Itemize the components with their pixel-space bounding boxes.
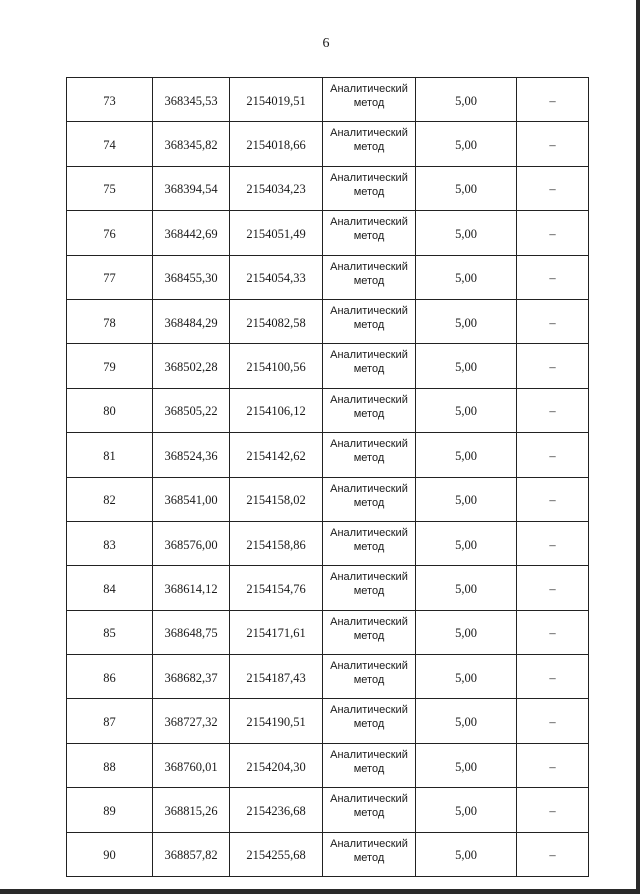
x-coordinate-cell: 368394,54	[153, 166, 230, 210]
note-cell: –	[517, 477, 589, 521]
method-cell: Аналитический метод	[323, 211, 416, 255]
note-cell: –	[517, 344, 589, 388]
accuracy-cell: 5,00	[416, 610, 517, 654]
method-cell: Аналитический метод	[323, 166, 416, 210]
method-cell: Аналитический метод	[323, 699, 416, 743]
method-cell: Аналитический метод	[323, 255, 416, 299]
note-cell: –	[517, 788, 589, 832]
table-row	[67, 832, 589, 876]
point-number-cell: 81	[67, 433, 153, 477]
y-coordinate-cell: 2154236,68	[230, 788, 323, 832]
x-coordinate-cell: 368502,28	[153, 344, 230, 388]
x-coordinate-cell: 368727,32	[153, 699, 230, 743]
y-coordinate-cell: 2154255,68	[230, 832, 323, 876]
note-cell: –	[517, 433, 589, 477]
x-coordinate-cell: 368524,36	[153, 433, 230, 477]
x-coordinate-cell: 368760,01	[153, 743, 230, 787]
y-coordinate-cell: 2154154,76	[230, 566, 323, 610]
accuracy-cell: 5,00	[416, 655, 517, 699]
x-coordinate-cell: 368442,69	[153, 211, 230, 255]
point-number-cell: 76	[67, 211, 153, 255]
point-number-cell: 84	[67, 566, 153, 610]
accuracy-cell: 5,00	[416, 299, 517, 343]
table-row	[67, 521, 589, 565]
table-row	[67, 299, 589, 343]
method-cell: Аналитический метод	[323, 521, 416, 565]
table-row	[67, 388, 589, 432]
method-cell: Аналитический метод	[323, 477, 416, 521]
method-cell: Аналитический метод	[323, 388, 416, 432]
method-cell: Аналитический метод	[323, 433, 416, 477]
y-coordinate-cell: 2154187,43	[230, 655, 323, 699]
note-cell: –	[517, 832, 589, 876]
point-number-cell: 90	[67, 832, 153, 876]
note-cell: –	[517, 610, 589, 654]
accuracy-cell: 5,00	[416, 477, 517, 521]
y-coordinate-cell: 2154158,02	[230, 477, 323, 521]
page-edge-right	[636, 0, 640, 894]
x-coordinate-cell: 368682,37	[153, 655, 230, 699]
table-row	[67, 566, 589, 610]
method-cell: Аналитический метод	[323, 78, 416, 122]
y-coordinate-cell: 2154100,56	[230, 344, 323, 388]
method-cell: Аналитический метод	[323, 832, 416, 876]
table-row	[67, 699, 589, 743]
point-number-cell: 87	[67, 699, 153, 743]
note-cell: –	[517, 78, 589, 122]
note-cell: –	[517, 255, 589, 299]
y-coordinate-cell: 2154142,62	[230, 433, 323, 477]
x-coordinate-cell: 368484,29	[153, 299, 230, 343]
x-coordinate-cell: 368505,22	[153, 388, 230, 432]
accuracy-cell: 5,00	[416, 566, 517, 610]
method-cell: Аналитический метод	[323, 610, 416, 654]
point-number-cell: 85	[67, 610, 153, 654]
method-cell: Аналитический метод	[323, 299, 416, 343]
method-cell: Аналитический метод	[323, 122, 416, 166]
accuracy-cell: 5,00	[416, 166, 517, 210]
point-number-cell: 82	[67, 477, 153, 521]
y-coordinate-cell: 2154204,30	[230, 743, 323, 787]
x-coordinate-cell: 368455,30	[153, 255, 230, 299]
point-number-cell: 89	[67, 788, 153, 832]
accuracy-cell: 5,00	[416, 521, 517, 565]
page-number: 6	[322, 36, 330, 51]
point-number-cell: 74	[67, 122, 153, 166]
x-coordinate-cell: 368614,12	[153, 566, 230, 610]
note-cell: –	[517, 566, 589, 610]
x-coordinate-cell: 368857,82	[153, 832, 230, 876]
y-coordinate-cell: 2154158,86	[230, 521, 323, 565]
note-cell: –	[517, 521, 589, 565]
accuracy-cell: 5,00	[416, 433, 517, 477]
y-coordinate-cell: 2154054,33	[230, 255, 323, 299]
y-coordinate-cell: 2154034,23	[230, 166, 323, 210]
table-row	[67, 255, 589, 299]
point-number-cell: 73	[67, 78, 153, 122]
y-coordinate-cell: 2154051,49	[230, 211, 323, 255]
y-coordinate-cell: 2154019,51	[230, 78, 323, 122]
table-row	[67, 610, 589, 654]
accuracy-cell: 5,00	[416, 788, 517, 832]
note-cell: –	[517, 166, 589, 210]
table-row	[67, 655, 589, 699]
method-cell: Аналитический метод	[323, 655, 416, 699]
point-number-cell: 83	[67, 521, 153, 565]
x-coordinate-cell: 368648,75	[153, 610, 230, 654]
method-cell: Аналитический метод	[323, 743, 416, 787]
coordinates-table	[66, 77, 589, 877]
point-number-cell: 86	[67, 655, 153, 699]
table-row	[67, 78, 589, 122]
method-cell: Аналитический метод	[323, 344, 416, 388]
point-number-cell: 79	[67, 344, 153, 388]
note-cell: –	[517, 299, 589, 343]
y-coordinate-cell: 2154171,61	[230, 610, 323, 654]
note-cell: –	[517, 743, 589, 787]
point-number-cell: 77	[67, 255, 153, 299]
accuracy-cell: 5,00	[416, 78, 517, 122]
point-number-cell: 88	[67, 743, 153, 787]
coordinates-table-body	[67, 78, 589, 877]
note-cell: –	[517, 655, 589, 699]
y-coordinate-cell: 2154082,58	[230, 299, 323, 343]
y-coordinate-cell: 2154018,66	[230, 122, 323, 166]
point-number-cell: 80	[67, 388, 153, 432]
accuracy-cell: 5,00	[416, 122, 517, 166]
x-coordinate-cell: 368541,00	[153, 477, 230, 521]
table-row	[67, 788, 589, 832]
note-cell: –	[517, 211, 589, 255]
table-row	[67, 211, 589, 255]
accuracy-cell: 5,00	[416, 211, 517, 255]
point-number-cell: 75	[67, 166, 153, 210]
page-edge-bottom	[0, 889, 640, 894]
table-row	[67, 166, 589, 210]
accuracy-cell: 5,00	[416, 832, 517, 876]
note-cell: –	[517, 699, 589, 743]
note-cell: –	[517, 388, 589, 432]
method-cell: Аналитический метод	[323, 566, 416, 610]
note-cell: –	[517, 122, 589, 166]
x-coordinate-cell: 368345,53	[153, 78, 230, 122]
accuracy-cell: 5,00	[416, 699, 517, 743]
accuracy-cell: 5,00	[416, 743, 517, 787]
table-row	[67, 122, 589, 166]
table-row	[67, 743, 589, 787]
table-row	[67, 477, 589, 521]
method-cell: Аналитический метод	[323, 788, 416, 832]
x-coordinate-cell: 368815,26	[153, 788, 230, 832]
y-coordinate-cell: 2154190,51	[230, 699, 323, 743]
x-coordinate-cell: 368345,82	[153, 122, 230, 166]
y-coordinate-cell: 2154106,12	[230, 388, 323, 432]
accuracy-cell: 5,00	[416, 344, 517, 388]
table-row	[67, 344, 589, 388]
x-coordinate-cell: 368576,00	[153, 521, 230, 565]
table-row	[67, 433, 589, 477]
point-number-cell: 78	[67, 299, 153, 343]
accuracy-cell: 5,00	[416, 388, 517, 432]
accuracy-cell: 5,00	[416, 255, 517, 299]
